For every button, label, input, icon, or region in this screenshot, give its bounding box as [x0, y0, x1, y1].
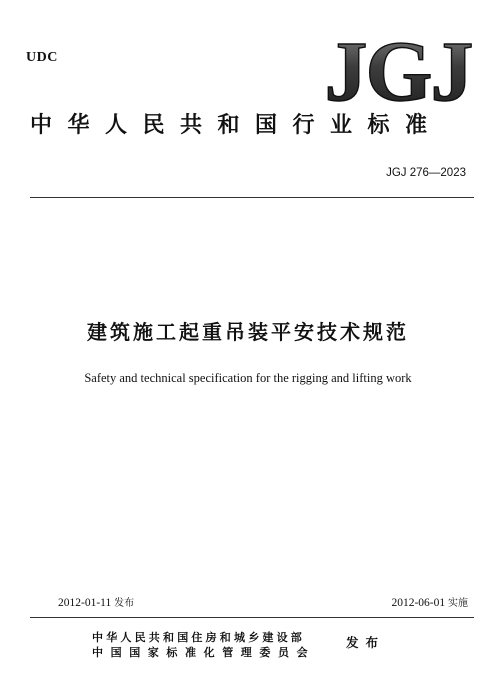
publish-label: 发布: [346, 635, 386, 650]
issue-date-label: 发布: [114, 598, 135, 609]
issuing-authorities: [92, 630, 315, 660]
issue-date-value: 2012-01-11: [58, 597, 112, 609]
top-divider: [30, 197, 474, 198]
issuer-ministry: 中华人民共和国住房和城乡建设部: [92, 631, 305, 644]
issue-date: [58, 594, 134, 609]
standard-number: JGJ 276—2023: [386, 167, 466, 179]
implement-date: [391, 594, 468, 609]
udc-label: UDC: [26, 50, 58, 65]
jgj-logo-icon: [318, 26, 478, 108]
title-chinese: 建筑施工起重吊装平安技术规范: [87, 320, 409, 344]
issuer-standardization-administration: 中国国家标准化管理委员会: [92, 646, 316, 659]
standard-category: 中华人民共和国行业标准: [30, 113, 443, 138]
implement-date-value: 2012-06-01: [391, 597, 446, 609]
bottom-divider: [30, 617, 474, 618]
svg-text:JGJ: JGJ: [324, 26, 472, 108]
implement-date-label: 实施: [448, 598, 468, 609]
title-english: Safety and technical specification for the rigging and lifting work: [84, 371, 412, 385]
